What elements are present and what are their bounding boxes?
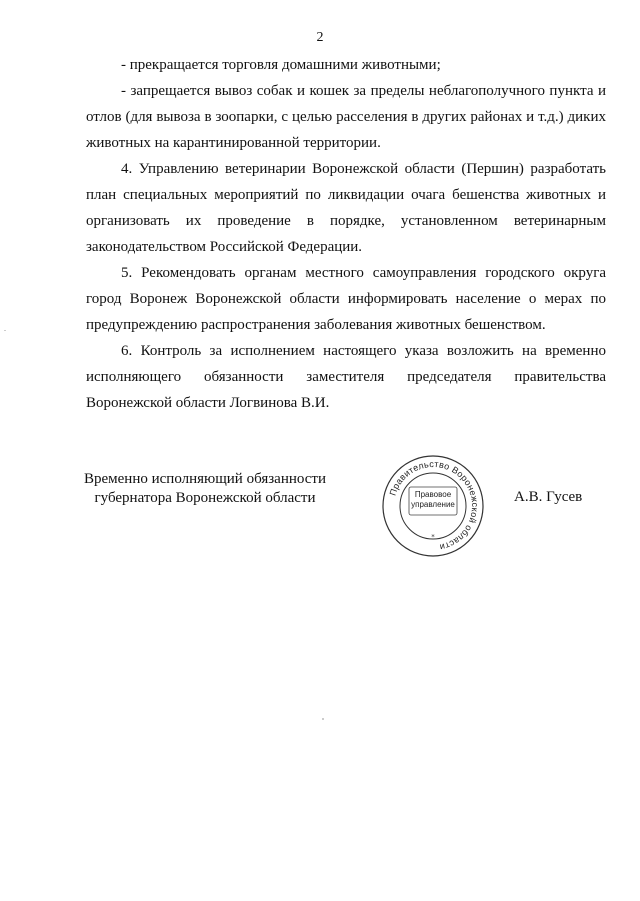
scan-speck xyxy=(4,330,6,331)
official-stamp xyxy=(381,454,485,558)
signer-title-line1: Временно исполняющий обязанности xyxy=(83,471,326,487)
paragraph-trade-ban: - прекращается торговля домашними животными; xyxy=(121,57,441,73)
signer-title-line2: губернатора Воронежской области xyxy=(94,490,316,506)
paragraph-item-6: 6. Контроль за исполнением настоящего указа возложить на временно исполняющего обязанности заместителя председателя правительства Воронежской области Логвинова В.И. xyxy=(86,343,606,411)
paragraph-item-5: 5. Рекомендовать органам местного самоуправления городского округа город Воронеж Воронежской области информировать население о мерах по предупреждению распространения заболевания животных бешенством. xyxy=(86,265,606,333)
signer-title xyxy=(70,470,340,508)
paragraph-item-4: 4. Управлению ветеринарии Воронежской области (Першин) разработать план специальных мероприятий по ликвидации очага бешенства животных и организовать их проведение в порядке, установленном ветеринарным законодательством Российской Федерации. xyxy=(86,161,606,255)
svg-text:*: * xyxy=(431,533,435,541)
scan-speck xyxy=(322,718,324,720)
stamp-ring-text: Правительство Воронежской области xyxy=(387,458,481,553)
stamp-center-line2: управление xyxy=(411,500,455,509)
paragraph-export-ban: - запрещается вывоз собак и кошек за пределы неблагополучного пункта и отлов (для вывоза в зоопарки, с целью расселения в других районах и т.д.) диких животных на карантинированной территории. xyxy=(86,83,606,151)
page-number: 2 xyxy=(316,30,324,45)
signer-name: А.В. Гусев xyxy=(514,489,583,505)
stamp-center-text xyxy=(411,490,455,510)
stamp-center-line1: Правовое xyxy=(414,490,452,499)
